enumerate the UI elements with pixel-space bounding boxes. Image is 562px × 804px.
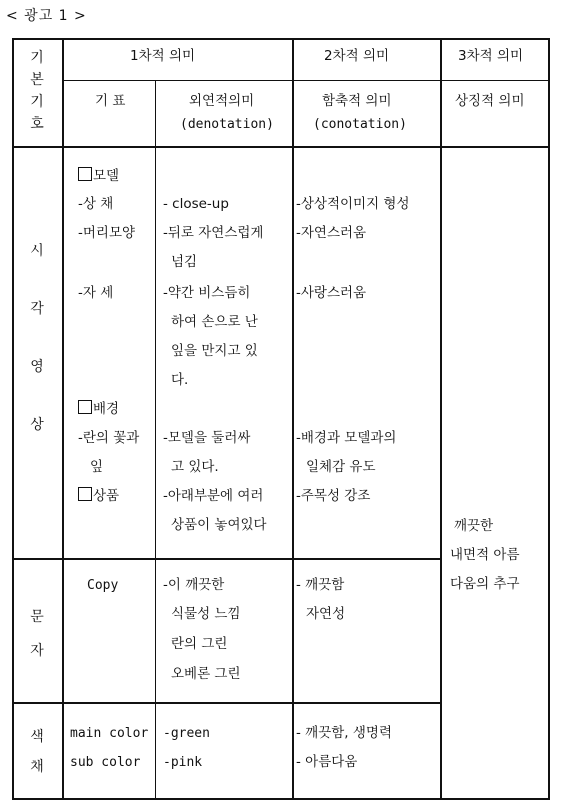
denotation-closeup: - close-up xyxy=(163,196,229,212)
row-divider xyxy=(14,702,442,704)
product-heading: 상품 xyxy=(78,482,119,511)
signifier-hair: -머리모양 xyxy=(78,225,136,241)
row-divider xyxy=(14,146,548,148)
text-connotation-2: 자연성 xyxy=(306,606,346,622)
text-denotation-3: 란의 그린 xyxy=(171,636,228,652)
column-divider xyxy=(440,40,442,798)
color-connotation-2: - 아름다움 xyxy=(296,754,358,770)
table-caption: < 광고 1 > xyxy=(6,8,87,24)
signifier-flower-2: 잎 xyxy=(90,459,104,475)
denotation-pose-4: 다. xyxy=(171,372,189,388)
header-third-order: 3차적 의미 xyxy=(458,48,524,64)
denotation-hair-2: 넘김 xyxy=(171,254,198,270)
visual-label: 시 각 영 상 xyxy=(30,243,44,433)
text-denotation-2: 식물성 느낌 xyxy=(171,606,241,622)
header-signifier: 기 표 xyxy=(95,93,126,109)
connotation-5: 일체감 유도 xyxy=(306,459,376,475)
text-connotation-1: - 깨끗함 xyxy=(296,577,345,593)
color-denotation-1: -green xyxy=(163,726,210,741)
color-denotation-2: -pink xyxy=(163,755,203,770)
connotation-6: -주목성 강조 xyxy=(296,488,371,504)
denotation-product-2: 상품이 놓여있다 xyxy=(171,517,267,533)
text-signifier: Copy xyxy=(87,578,119,593)
symbolic-line-2: 내면적 아름 xyxy=(450,547,520,563)
symbolic-line-3: 다움의 추구 xyxy=(450,576,520,592)
column-divider xyxy=(155,80,156,798)
main-color-signifier: main color xyxy=(70,726,149,741)
symbolic-line-1: 깨끗한 xyxy=(454,518,494,534)
text-denotation-4: 오베론 그린 xyxy=(171,666,241,682)
sub-color-signifier: sub color xyxy=(70,755,141,770)
denotation-bg-1: -모델을 둘러싸 xyxy=(163,430,251,446)
checkbox-square-icon xyxy=(78,167,92,181)
denotation-product-1: -아래부분에 여러 xyxy=(163,488,264,504)
denotation-pose-2: 하여 손으로 난 xyxy=(171,314,258,330)
column-divider xyxy=(292,40,294,798)
row-divider xyxy=(62,80,548,81)
connotation-2: -자연스러움 xyxy=(296,225,367,241)
text-label: 문 자 xyxy=(30,609,44,659)
denotation-bg-2: 고 있다. xyxy=(171,459,219,475)
signifier-flower-1: -란의 꽃과 xyxy=(78,430,140,446)
signifier-color: -상 채 xyxy=(78,196,114,212)
column-divider xyxy=(62,40,64,798)
color-connotation-1: - 깨끗함, 생명력 xyxy=(296,725,392,741)
text-denotation-1: -이 깨끗한 xyxy=(163,577,225,593)
signifier-pose: -자 세 xyxy=(78,285,114,301)
header-denotation-ko: 외연적의미 xyxy=(189,93,255,109)
header-symbolic: 상징적 의미 xyxy=(455,93,525,109)
denotation-pose-1: -약간 비스듬히 xyxy=(163,285,251,301)
denotation-pose-3: 잎을 만지고 있 xyxy=(171,343,258,359)
row-divider xyxy=(14,558,442,560)
model-heading: 모델 xyxy=(78,162,119,191)
background-heading: 배경 xyxy=(78,395,119,424)
header-connotation-en: (conotation) xyxy=(313,117,407,132)
header-second-order: 2차적 의미 xyxy=(324,48,390,64)
code-label: 기 본 기 호 xyxy=(30,50,44,132)
checkbox-square-icon xyxy=(78,487,92,501)
connotation-4: -배경과 모델과의 xyxy=(296,430,397,446)
checkbox-square-icon xyxy=(78,400,92,414)
color-label: 색 채 xyxy=(30,729,44,775)
denotation-hair-1: -뒤로 자연스럽게 xyxy=(163,225,264,241)
header-denotation-en: (denotation) xyxy=(180,117,274,132)
connotation-1: -상상적이미지 형성 xyxy=(296,196,410,212)
connotation-3: -사랑스러움 xyxy=(296,285,367,301)
header-connotation-ko: 함축적 의미 xyxy=(322,93,392,109)
header-first-order: 1차적 의미 xyxy=(130,48,196,64)
